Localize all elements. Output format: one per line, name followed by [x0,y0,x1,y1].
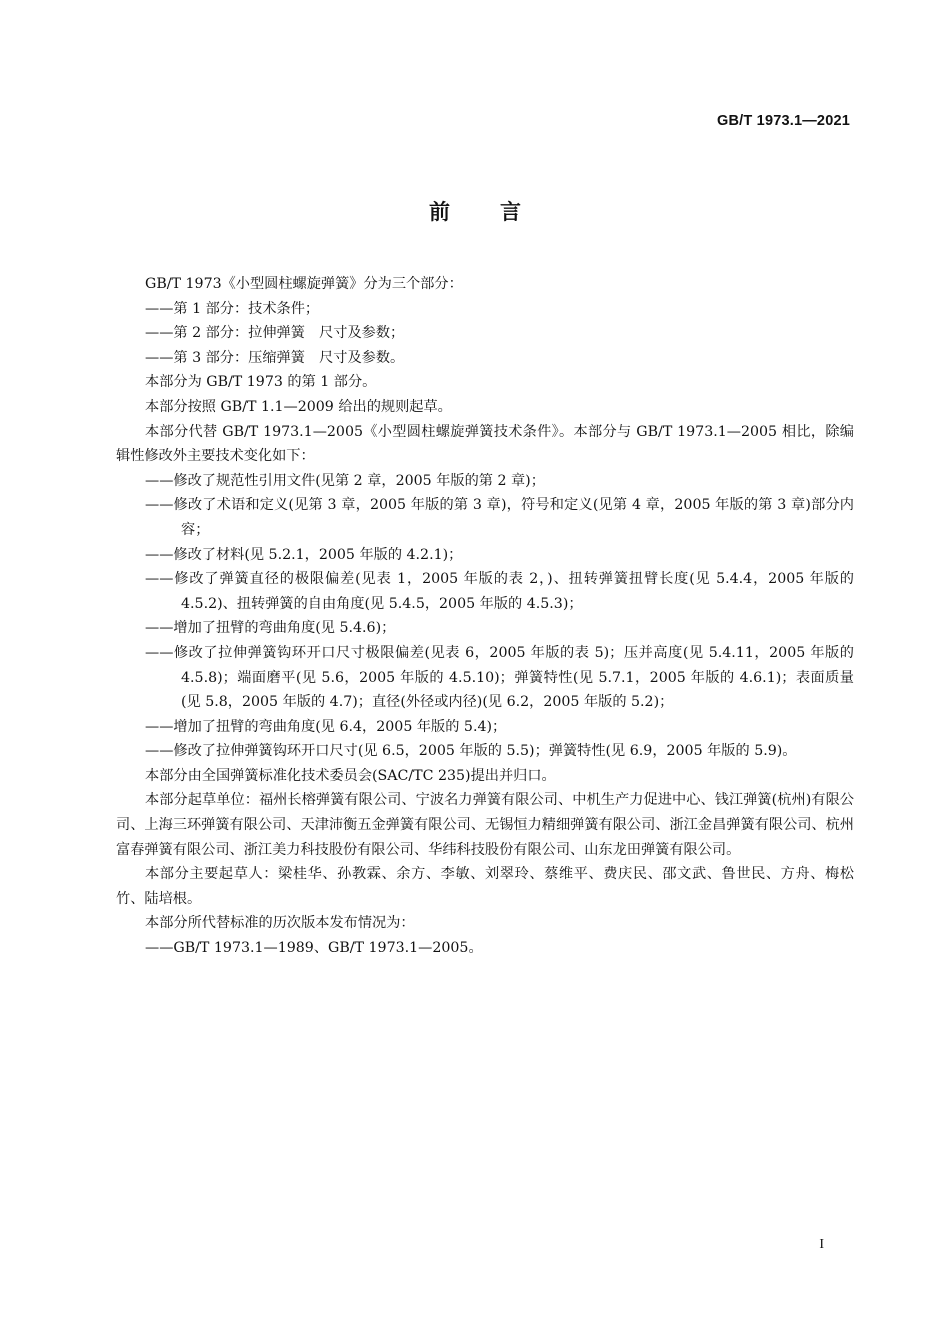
change-item: ——增加了扭臂的弯曲角度(见 5.4.6)； [145,620,396,637]
change-item: ——增加了扭臂的弯曲角度(见 6.4，2005 年版的 5.4)； [145,718,507,735]
paragraph-proposed-by: 本部分由全国弹簧标准化技术委员会(SAC/TC 235)提出并归口。 [145,767,556,784]
paragraph-drafters: 本部分主要起草人：梁桂华、孙教霖、余方、李敏、刘翠玲、蔡维平、费庆民、邵文武、鲁世民、方舟、梅松竹、陆培根。 [116,866,854,907]
list-item-part-2: ——第 2 部分：拉伸弹簧 尺寸及参数； [145,325,405,342]
paragraph-this-part: 本部分为 GB/T 1973 的第 1 部分。 [145,374,377,391]
change-item: ——修改了弹簧直径的极限偏差(见表 1，2005 年版的表 2，)、扭转弹簧扭臂长度(见 5.4.4，2005 年版的 4.5.2)、扭转弹簧的自由角度(见 5.4.5，2005 年版的 4.5.3)； [145,571,854,612]
page-title: 前言 [429,200,571,224]
paragraph-series-intro: GB/T 1973《小型圆柱螺旋弹簧》分为三个部分： [145,276,463,292]
paragraph-drafting-rules: 本部分按照 GB/T 1.1—2009 给出的规则起草。 [145,398,452,415]
change-item: ——修改了术语和定义(见第 3 章，2005 年版的第 3 章)，符号和定义(见第 4 章，2005 年版的第 3 章)部分内容； [145,497,854,538]
paragraph-drafting-units: 本部分起草单位：福州长榕弹簧有限公司、宁波名力弹簧有限公司、中机生产力促进中心、钱江弹簧(杭州)有限公司、上海三环弹簧有限公司、天津沛衡五金弹簧有限公司、无锡恒力精细弹簧有限公司、浙江金昌弹簧有限公司、杭州富春弹簧有限公司、浙江美力科技股份有限公司、华纬科技股份有限公司、山东龙田弹簧有限公司。 [116,792,854,858]
page-number: I [819,1237,824,1252]
standard-number: GB/T 1973.1—2021 [717,113,850,129]
paragraph-history: 本部分所代替标准的历次版本发布情况为： [145,915,415,932]
list-item-part-3: ——第 3 部分：压缩弹簧 尺寸及参数。 [145,349,405,366]
paragraph-replaces: 本部分代替 GB/T 1973.1—2005《小型圆柱螺旋弹簧技术条件》。本部分与 GB/T 1973.1—2005 相比，除编辑性修改外主要技术变化如下： [116,423,854,465]
list-item-part-1: ——第 1 部分：技术条件； [145,300,320,317]
change-item: ——修改了材料(见 5.2.1，2005 年版的 4.2.1)； [145,546,463,563]
change-item: ——修改了拉伸弹簧钩环开口尺寸极限偏差(见表 6，2005 年版的表 5)；压并高度(见 5.4.11，2005 年版的 4.5.8)；端面磨平(见 5.6，2005 年版的 4.5.10)；弹簧特性(见 5.7.1，2005 年版的 4.6.1)；表面质量(见 5.8，2005 年版的 4.7)；直径(外径或内径)(见 6.2，2005 年版的 5.2)； [145,644,854,711]
list-item-history: ——GB/T 1973.1—1989、GB/T 1973.1—2005。 [145,940,483,957]
change-item: ——修改了拉伸弹簧钩环开口尺寸(见 6.5，2005 年版的 5.5)；弹簧特性(见 6.9，2005 年版的 5.9)。 [145,743,797,760]
change-item: ——修改了规范性引用文件(见第 2 章，2005 年版的第 2 章)； [145,472,545,489]
foreword-body [116,272,854,961]
